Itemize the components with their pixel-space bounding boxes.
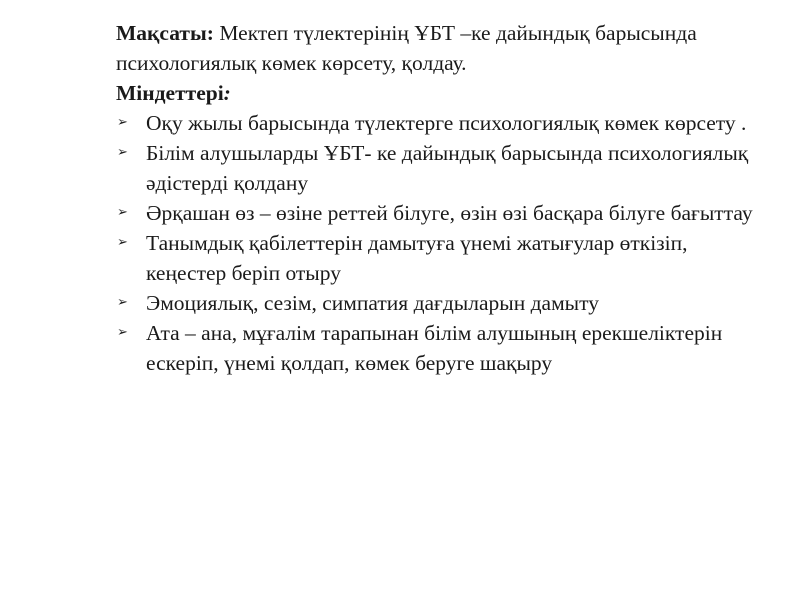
list-item-text: Танымдық қабілеттерін дамытуға үнемі жатығулар өткізіп, кеңестер беріп отыру <box>146 231 688 285</box>
slide-content <box>116 18 756 378</box>
tasks-heading-colon: : <box>223 81 231 105</box>
goal-text: Мектеп түлектерінің ҰБТ –ке дайындық барысында психологиялық көмек көрсету, қолдау. <box>116 21 697 75</box>
goal-paragraph <box>116 18 756 78</box>
list-item-text: Ата – ана, мұғалім тарапынан білім алушының ерекшеліктерін ескеріп, үнемі қолдап, көмек беруге шақыру <box>146 321 723 375</box>
list-item-text: Білім алушыларды ҰБТ- ке дайындық барысында психологиялық әдістерді қолдану <box>146 141 749 195</box>
arrow-bullet-icon: ➢ <box>117 235 128 250</box>
tasks-heading <box>116 78 756 108</box>
list-item <box>116 318 756 378</box>
goal-label: Мақсаты: <box>116 21 214 45</box>
arrow-bullet-icon: ➢ <box>117 325 128 340</box>
arrow-bullet-icon: ➢ <box>117 145 128 160</box>
list-item-text: Эмоциялық, сезім, симпатия дағдыларын дамыту <box>146 291 599 315</box>
list-item <box>116 198 756 228</box>
list-item <box>116 108 756 138</box>
list-item <box>116 138 756 198</box>
list-item <box>116 228 756 288</box>
tasks-list <box>116 108 756 378</box>
list-item-text: Оқу жылы барысында түлектерге психологиялық көмек көрсету . <box>146 111 747 135</box>
list-item-text: Әрқашан өз – өзіне реттей білуге, өзін өзі басқара білуге бағыттау <box>146 201 753 225</box>
arrow-bullet-icon: ➢ <box>117 115 128 130</box>
arrow-bullet-icon: ➢ <box>117 295 128 310</box>
list-item <box>116 288 756 318</box>
tasks-heading-text: Міндеттері <box>116 81 224 105</box>
arrow-bullet-icon: ➢ <box>117 205 128 220</box>
